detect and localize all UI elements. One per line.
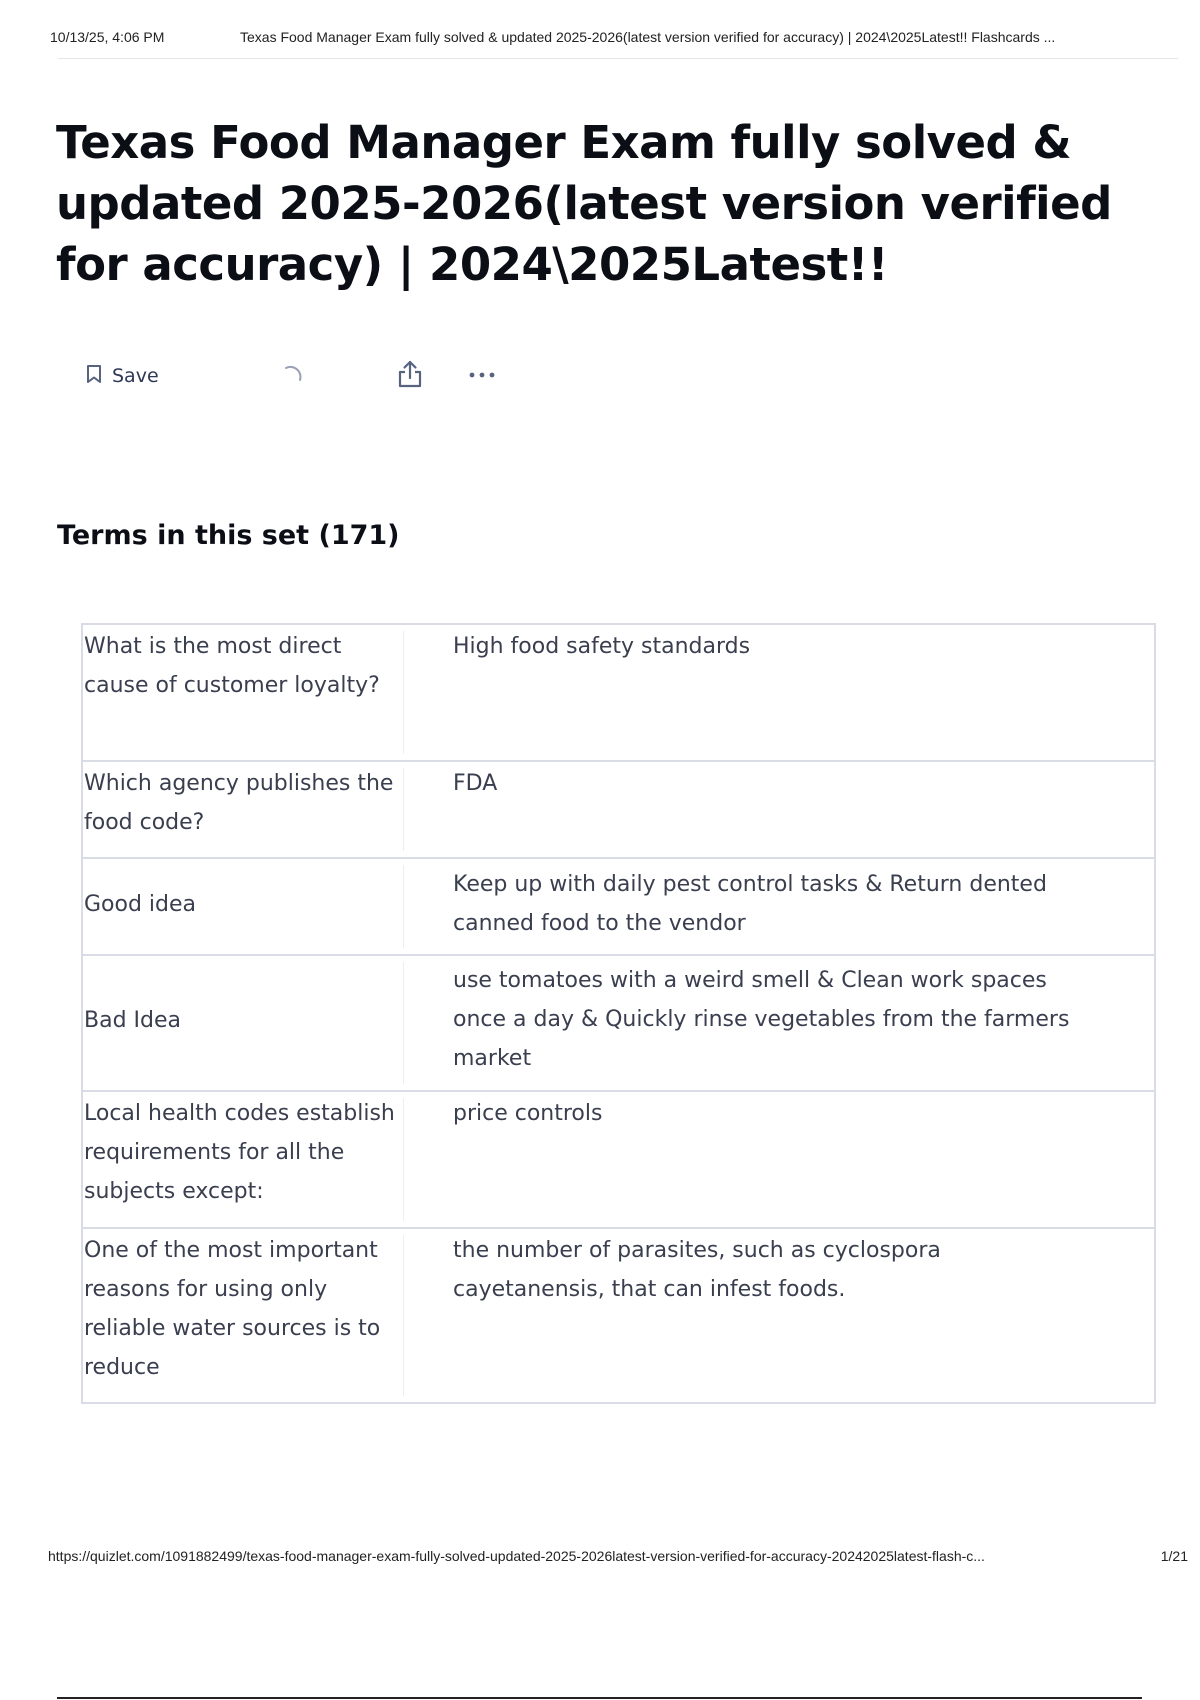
term-text: Bad Idea (84, 1008, 182, 1033)
loading-spinner-icon (278, 360, 304, 392)
bookmark-icon (86, 364, 102, 389)
print-footer (48, 1548, 1188, 1572)
term-text: Which agency publishes the food code? (84, 771, 394, 835)
term-text: What is the most direct cause of customer loyalty? (84, 634, 380, 698)
term-row (83, 954, 1154, 1090)
definition-text: the number of parasites, such as cyclospora cayetanensis, that can infest foods. (453, 1238, 941, 1302)
term-row (83, 1227, 1154, 1402)
column-divider (403, 1235, 404, 1396)
share-icon (396, 359, 424, 394)
term-row (83, 857, 1154, 954)
page-url: https://quizlet.com/1091882499/texas-food-manager-exam-fully-solved-updated-2025-2026latest-version-verified-for-accuracy-20242025latest-flash-c... (48, 1548, 985, 1564)
page-bottom-rule (57, 1697, 1142, 1699)
definition-text: FDA (453, 771, 498, 796)
print-doc-title: Texas Food Manager Exam fully solved & updated 2025-2026(latest version verified for accuracy) | 2024\2025Latest!! Flashcards ... (240, 29, 1056, 45)
term-row (83, 625, 1154, 760)
definition-text: use tomatoes with a weird smell & Clean work spaces once a day & Quickly rinse vegetables from the farmers market (453, 968, 1070, 1071)
more-options-icon (467, 367, 497, 385)
share-button[interactable] (396, 360, 424, 392)
save-button-label: Save (112, 365, 159, 387)
term-text: Local health codes establish requirements for all the subjects except: (84, 1101, 395, 1204)
definition-text: High food safety standards (453, 634, 751, 659)
column-divider (403, 768, 404, 851)
header-divider (58, 58, 1178, 59)
column-divider (403, 865, 404, 948)
column-divider (403, 962, 404, 1084)
definition-text: price controls (453, 1101, 603, 1126)
column-divider (403, 631, 404, 754)
column-divider (403, 1098, 404, 1221)
print-header (50, 29, 1180, 53)
terms-heading: Terms in this set (171) (57, 520, 400, 551)
page-title: Texas Food Manager Exam fully solved & updated 2025-2026(latest version verified for accuracy) | 2024\2025Latest!! (56, 116, 1112, 291)
print-datetime: 10/13/25, 4:06 PM (50, 29, 165, 45)
page-number: 1/21 (1160, 1548, 1188, 1564)
definition-text: Keep up with daily pest control tasks & Return dented canned food to the vendor (453, 872, 1047, 936)
term-text: Good idea (84, 892, 197, 917)
save-button[interactable] (86, 360, 159, 392)
more-options-button[interactable] (467, 360, 497, 392)
terms-table (81, 623, 1156, 1404)
term-row (83, 1090, 1154, 1227)
term-row (83, 760, 1154, 857)
term-text: One of the most important reasons for using only reliable water sources is to reduce (84, 1238, 381, 1380)
